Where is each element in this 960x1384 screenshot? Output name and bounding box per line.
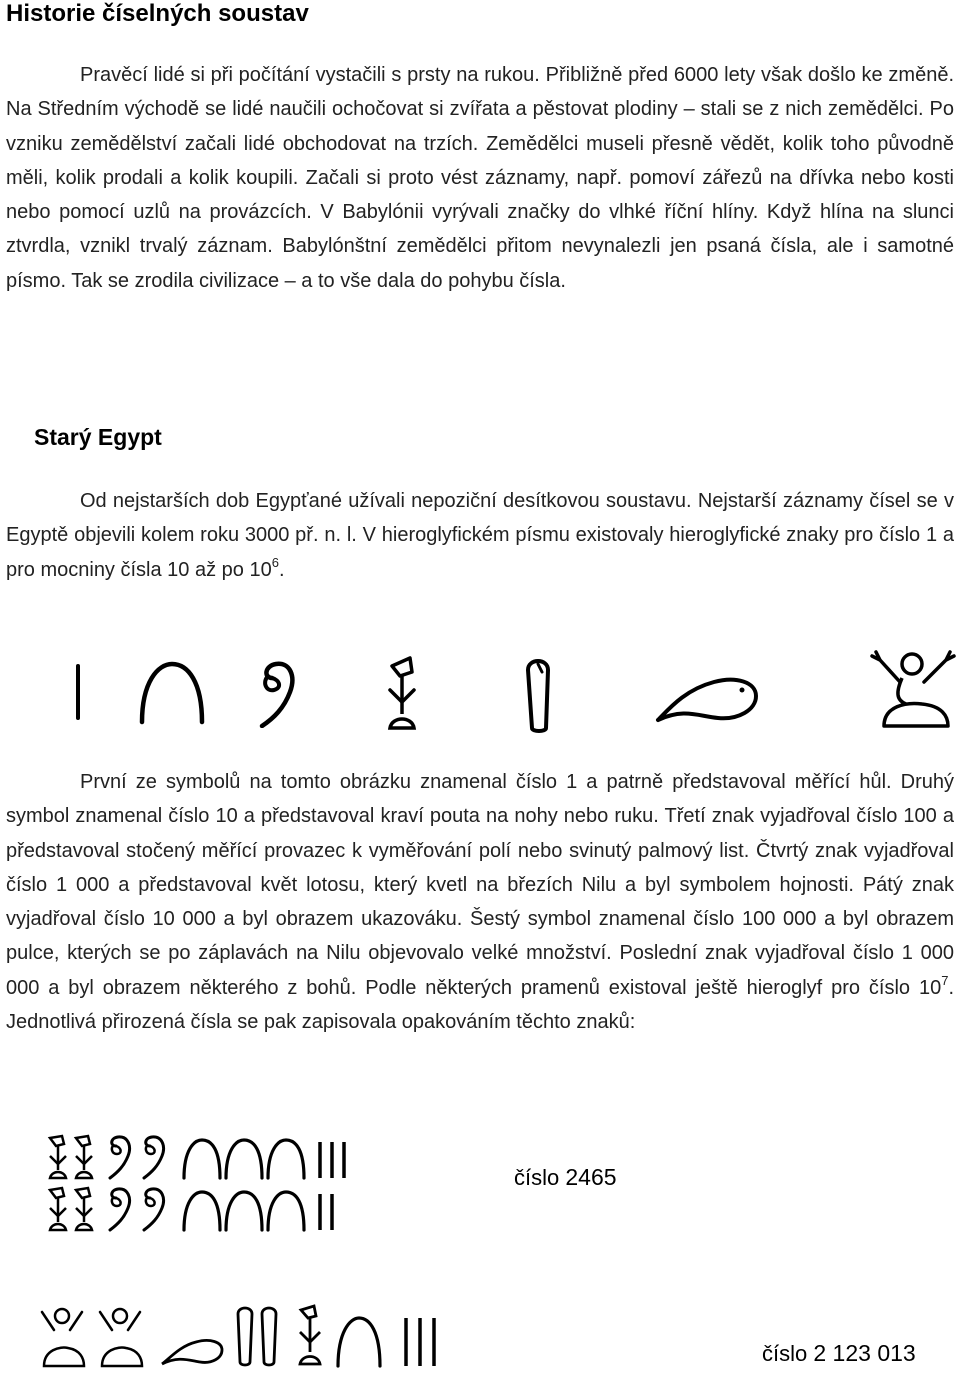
heel-bone-glyph bbox=[222, 1188, 266, 1232]
coil-rope-glyph bbox=[136, 1132, 172, 1180]
intro-paragraph bbox=[6, 58, 954, 298]
coil-rope-glyph bbox=[136, 1184, 172, 1232]
caption-label: číslo bbox=[762, 1341, 808, 1366]
caption-value: 2 123 013 bbox=[813, 1340, 916, 1366]
heel-bone-glyph bbox=[334, 1314, 384, 1368]
lotus-glyph bbox=[72, 1186, 96, 1232]
stroke-glyph bbox=[314, 1140, 354, 1180]
finger-glyph bbox=[258, 1304, 280, 1368]
heel-bone-glyph bbox=[136, 658, 208, 726]
lotus-glyph bbox=[46, 1134, 70, 1180]
coil-rope-glyph bbox=[102, 1184, 138, 1232]
finger-glyph bbox=[234, 1304, 256, 1368]
lotus-glyph bbox=[382, 654, 422, 734]
intro-text: Pravěcí lidé si při počítání vystačili s prsty na rukou. Přibližně před 6000 lety však došlo ke změně. Na Středním východě se lidé naučili ochočovat si zvířata a pěstovat plodiny – stali se z nich zemědělci. Po vzniku zemědělství začali lidé obchodovat na trzích. Zemědělci museli přesně vědět, kolik toho původně měli, kolik prodali a kolik koupili. Začali si proto vést záznamy, např. pomoví zářezů na dřívka nebo kosti nebo pomocí uzlů na provázcích. V Babylónii vyrývali značky do vlhké říční hlíny. Když hlína na slunci ztvrdla, vznikl trvalý záznam. Babylónštní zemědělci přitom nevynalezli jen psaná čísla, ale i samotné písmo. Tak se zrodila civilizace – a to vše dala do pohybu čísla. bbox=[6, 64, 954, 292]
tadpole-glyph bbox=[644, 662, 764, 728]
example-caption-2 bbox=[762, 1340, 916, 1367]
god-glyph bbox=[866, 648, 958, 730]
coil-rope-glyph bbox=[102, 1132, 138, 1180]
coil-rope-glyph bbox=[250, 656, 304, 728]
heel-bone-glyph bbox=[264, 1136, 308, 1180]
caption-label: číslo bbox=[514, 1165, 560, 1190]
egypt-text-1-end: . bbox=[278, 558, 285, 581]
caption-value: 2465 bbox=[565, 1164, 617, 1190]
heel-bone-glyph bbox=[264, 1188, 308, 1232]
egypt-paragraph-2 bbox=[6, 765, 954, 1039]
heel-bone-glyph bbox=[222, 1136, 266, 1180]
lotus-glyph bbox=[72, 1134, 96, 1180]
example-2465-hieroglyphs bbox=[40, 1130, 380, 1240]
lotus-glyph bbox=[296, 1304, 324, 1366]
heel-bone-glyph bbox=[180, 1188, 224, 1232]
god-glyph bbox=[92, 1304, 148, 1368]
example-caption-1 bbox=[514, 1164, 617, 1191]
god-glyph bbox=[34, 1304, 90, 1368]
egypt-text-2-end: . Jednotlivá přirozená čísla se pak zapisovala opakováním těchto znaků: bbox=[6, 976, 954, 1034]
egypt-text-1: Od nejstarších dob Egypťané užívali nepoziční desítkovou soustavu. Nejstarší záznamy čísel se v Egyptě objevili kolem roku 3000 př. n. l. V hieroglyfickém písmu existovaly hieroglyfické znaky pro číslo 1 a pro mocniny čísla 10 až po 10 bbox=[6, 490, 954, 581]
finger-glyph bbox=[520, 654, 556, 734]
example-2123013-hieroglyphs bbox=[34, 1296, 754, 1376]
tadpole-glyph bbox=[156, 1330, 226, 1370]
exponent: 6 bbox=[271, 554, 279, 570]
heel-bone-glyph bbox=[180, 1136, 224, 1180]
stroke-glyph bbox=[68, 662, 88, 722]
section-heading: Starý Egypt bbox=[34, 424, 162, 450]
hieroglyph-row bbox=[60, 648, 960, 728]
page-title: Historie číselných soustav bbox=[6, 0, 309, 27]
egypt-text-2: První ze symbolů na tomto obrázku znamenal číslo 1 a patrně představoval měřící hůl. Druhý symbol znamenal číslo 10 a představoval kraví pouta na nohy nebo ruku. Třetí znak vyjadřoval číslo 100 a představoval stočený měřící provazec k vyměřování polí nebo svinutý palmový list. Čtvrtý znak vyjadřoval číslo 1 000 a představoval květ lotosu, který kvetl na březích Nilu a byl symbolem hojnosti. Pátý znak vyjadřoval číslo 10 000 a byl obrazem ukazováku. Šestý symbol znamenal číslo 100 000 a byl obrazem pulce, kterých se po záplavách na Nilu objevovalo velké množství. Poslední znak vyjadřoval číslo 1 000 000 a byl obrazem některého z bohů. Podle některých pramenů existoval ještě hieroglyf pro číslo 10 bbox=[6, 771, 954, 999]
exponent: 7 bbox=[941, 972, 949, 988]
egypt-paragraph-1 bbox=[6, 484, 954, 587]
lotus-glyph bbox=[46, 1186, 70, 1232]
stroke-glyph bbox=[314, 1192, 354, 1232]
stroke-glyph bbox=[400, 1316, 444, 1368]
